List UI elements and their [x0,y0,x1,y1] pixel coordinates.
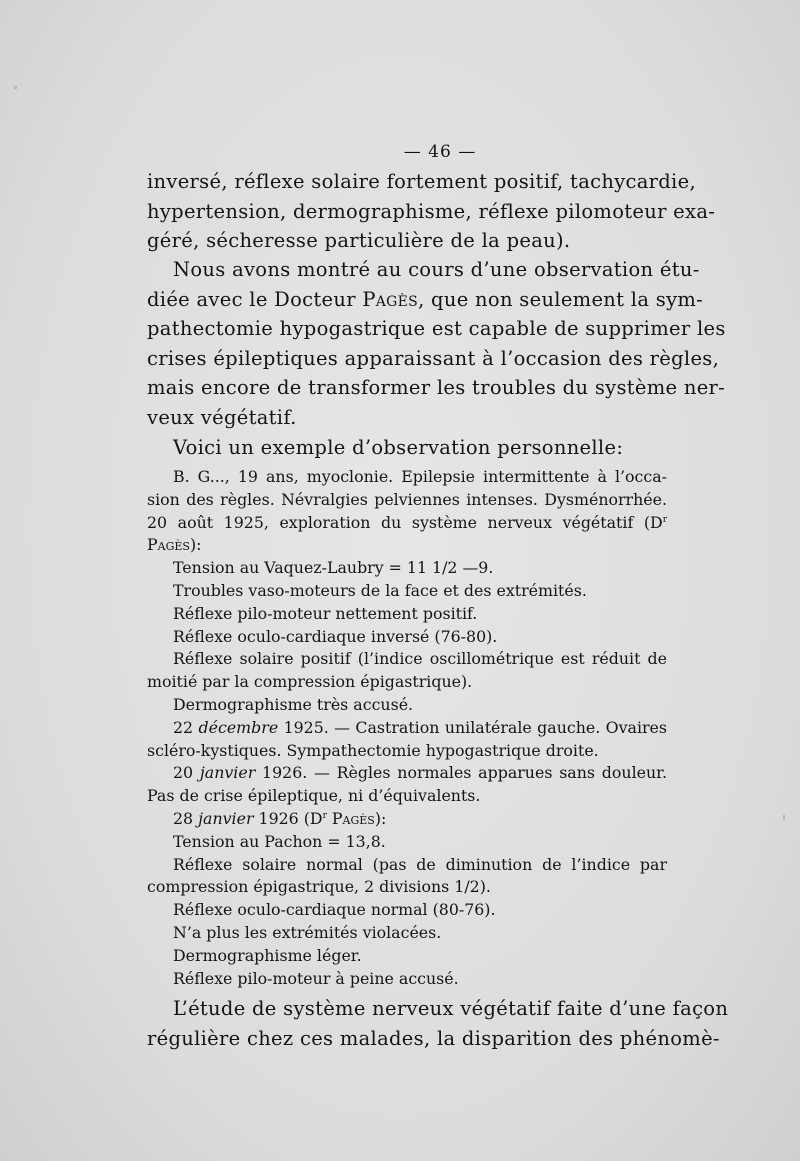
text-line: inversé, réflexe solaire fortement positif, tachycardie, [147,170,696,193]
observation-block [147,466,667,990]
text-line: hypertension, dermographisme, réflexe pilomoteur exa- [147,199,716,223]
text-line: 20 janvier 1926. — Règles normales apparues sans douleur. [173,763,667,783]
text-line: Réflexe pilo-moteur à peine accusé. [173,968,459,988]
text-line: diée avec le Docteur Pagès, que non seulement la sym- [147,287,704,311]
text-line: Réflexe solaire normal (pas de diminution de l’indice par [173,854,667,874]
text-line: sion des règles. Névralgies pelviennes intenses. Dysménorrhée. [147,489,667,509]
scan-speck [783,815,785,820]
scan-speck [14,86,17,89]
text-line: Réflexe oculo-cardiaque inversé (76-80). [173,626,498,646]
text-line: B. G..., 19 ans, myoclonie. Epilepsie intermittente à l’occa- [173,467,667,486]
text-line: Troubles vaso-moteurs de la face et des extrémités. [173,580,587,600]
text-line: Dermographisme léger. [173,945,362,965]
text-line: 20 août 1925, exploration du système nerveux végétatif ($D^r$ [147,512,667,532]
paragraph-continued [147,167,716,256]
text-line: Tension au Vaquez-Laubry = 11 1/2 —9. [173,558,494,578]
text-line: moitié par la compression épigastrique). [147,672,473,692]
text-line: 22 décembre 1925. — Castration unilatérale gauche. Ovaires [173,717,668,737]
paragraph-final [147,994,729,1053]
text-line: Voici un exemple d’observation personnelle: [173,436,624,459]
page-number: — 46 — [403,142,477,162]
text-line: Réflexe oculo-cardiaque normal (80-76). [173,900,496,920]
text-line: veux végétatif. [147,405,297,429]
text-line: pathectomie hypogastrique est capable de supprimer les [147,317,726,340]
text-line: scléro-kystiques. Sympathectomie hypogastrique droite. [147,740,599,760]
text-line: Tension au Pachon = 13,8. [173,831,386,851]
text-line: mais encore de transformer les troubles du système ner- [147,376,726,399]
text-line: 28 janvier 1926 ($D^r$ Pagès): [173,808,387,828]
text-line: Pagès): [147,535,202,555]
text-line: N’a plus les extrémités violacées. [173,922,442,942]
text-line: L’étude de système nerveux végétatif faite d’une façon [173,997,729,1020]
text-line: géré, sécheresse particulière de la peau). [147,229,571,252]
text-line: régulière chez ces malades, la disparition des phénomè- [147,1026,720,1050]
text-line: compression épigastrique, 2 divisions 1/2). [147,877,491,897]
paragraph-sympathectomy [147,255,726,432]
text-line: Pas de crise épileptique, ni d’équivalents. [147,786,481,806]
text-line: Réflexe solaire positif (l’indice oscillométrique est réduit de [173,649,667,669]
author-name: Pagès [362,287,419,311]
text-line: Nous avons montré au cours d’une observation étu- [173,258,700,281]
observation-heading [147,433,667,463]
text-line: Dermographisme très accusé. [173,694,414,714]
text-line: crises épileptiques apparaissant à l’occasion des règles, [147,346,720,370]
text-line: Réflexe pilo-moteur nettement positif. [173,603,478,623]
